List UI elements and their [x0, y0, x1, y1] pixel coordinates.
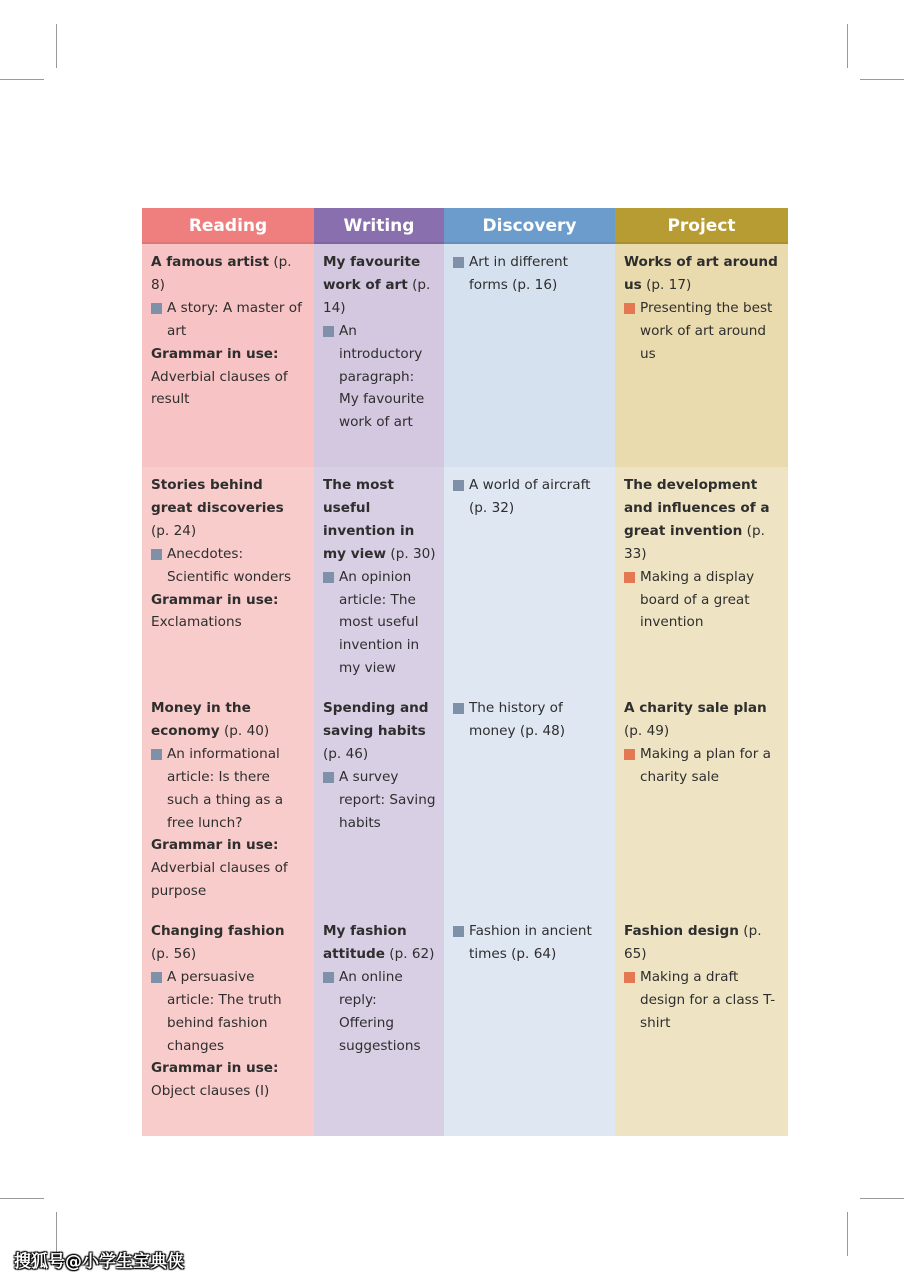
project-cell — [615, 467, 788, 690]
page-ref: (p. 24) — [151, 522, 197, 539]
page-ref: (p. 62) — [389, 945, 435, 962]
lesson-title: A charity sale plan — [624, 700, 767, 716]
discovery-cell — [444, 690, 615, 913]
page-ref: (p. 14) — [323, 276, 431, 316]
bullet-item: An informational article: Is there such a thing as a free lunch? — [151, 743, 306, 835]
lesson-title: Stories behind great discoveries — [151, 477, 284, 516]
grammar-topic: Exclamations — [151, 614, 242, 631]
writing-cell — [314, 690, 444, 913]
bullet-item: Making a draft design for a class T-shirt — [624, 966, 780, 1035]
page-ref: (p. 49) — [624, 722, 670, 739]
crop-mark — [860, 1198, 904, 1199]
page-ref: (p. 33) — [624, 522, 765, 562]
page-ref: (p. 17) — [646, 276, 692, 293]
lesson-title: Changing fashion — [151, 923, 285, 939]
page-ref: (p. 40) — [224, 722, 270, 739]
bullet-item: An introductory paragraph: My favourite work of art — [323, 320, 436, 435]
grammar-topic: Adverbial clauses of purpose — [151, 860, 288, 900]
square-bullet-icon — [151, 972, 162, 983]
writing-cell — [314, 244, 444, 467]
square-bullet-icon — [323, 326, 334, 337]
discovery-cell — [444, 467, 615, 690]
reading-header: Reading — [142, 208, 314, 244]
crop-mark — [0, 79, 44, 80]
square-bullet-icon — [323, 972, 334, 983]
square-bullet-icon — [323, 772, 334, 783]
bullet-item: Fashion in ancient times (p. 64) — [453, 920, 607, 966]
square-bullet-icon — [624, 572, 635, 583]
project-cell — [615, 244, 788, 467]
crop-mark — [860, 79, 904, 80]
lesson-title: The development and influences of a great invention — [624, 477, 770, 539]
writing-cell — [314, 467, 444, 690]
bullet-item: An online reply: Offering suggestions — [323, 966, 436, 1058]
grammar-topic: Adverbial clauses of result — [151, 368, 288, 408]
bullet-item: Art in different forms (p. 16) — [453, 251, 607, 297]
square-bullet-icon — [624, 972, 635, 983]
bullet-item: Making a plan for a charity sale — [624, 743, 780, 789]
grammar-label: Grammar in use: — [151, 1060, 279, 1077]
lesson-title: Spending and saving habits — [323, 700, 429, 739]
bullet-item: Anecdotes: Scientific wonders — [151, 543, 306, 589]
square-bullet-icon — [624, 303, 635, 314]
grammar-label: Grammar in use: — [151, 345, 279, 362]
square-bullet-icon — [453, 703, 464, 714]
project-cell — [615, 913, 788, 1136]
project-cell — [615, 690, 788, 913]
bullet-item: A survey report: Saving habits — [323, 766, 436, 835]
crop-mark — [847, 24, 848, 68]
watermark-text: 搜狐号@小学生宝典侠 — [14, 1252, 184, 1272]
lesson-title: Works of art around us — [624, 254, 778, 293]
writing-header: Writing — [314, 208, 444, 244]
square-bullet-icon — [323, 572, 334, 583]
lesson-title: My favourite work of art — [323, 254, 421, 293]
lesson-title: My fashion attitude — [323, 923, 407, 962]
square-bullet-icon — [453, 257, 464, 268]
bullet-item: Presenting the best work of art around us — [624, 297, 780, 366]
square-bullet-icon — [453, 480, 464, 491]
contents-table — [142, 208, 788, 1136]
page-ref: (p. 46) — [323, 745, 369, 762]
discovery-cell — [444, 913, 615, 1136]
bullet-item: A world of aircraft (p. 32) — [453, 474, 607, 520]
reading-cell — [142, 244, 314, 467]
reading-cell — [142, 690, 314, 913]
page-ref: (p. 56) — [151, 945, 197, 962]
reading-cell — [142, 467, 314, 690]
page-ref: (p. 65) — [624, 923, 762, 962]
square-bullet-icon — [151, 549, 162, 560]
lesson-title: Fashion design — [624, 923, 739, 939]
page-ref: (p. 8) — [151, 254, 292, 293]
bullet-item: An opinion article: The most useful invention in my view — [323, 566, 436, 681]
discovery-cell — [444, 244, 615, 467]
writing-cell — [314, 913, 444, 1136]
reading-cell — [142, 913, 314, 1136]
lesson-title: Money in the economy — [151, 700, 251, 739]
bullet-item: A story: A master of art — [151, 297, 306, 343]
square-bullet-icon — [453, 926, 464, 937]
grammar-label: Grammar in use: — [151, 837, 279, 854]
grammar-label: Grammar in use: — [151, 591, 279, 608]
bullet-item: A persuasive article: The truth behind fashion changes — [151, 966, 306, 1058]
crop-mark — [56, 24, 57, 68]
grammar-topic: Object clauses (I) — [151, 1083, 270, 1100]
lesson-title: The most useful invention in my view — [323, 477, 415, 562]
square-bullet-icon — [624, 749, 635, 760]
crop-mark — [847, 1212, 848, 1256]
page-ref: (p. 30) — [390, 545, 436, 562]
discovery-header: Discovery — [444, 208, 615, 244]
crop-mark — [0, 1198, 44, 1199]
lesson-title: A famous artist — [151, 254, 269, 270]
square-bullet-icon — [151, 303, 162, 314]
bullet-item: Making a display board of a great invention — [624, 566, 780, 635]
square-bullet-icon — [151, 749, 162, 760]
project-header: Project — [615, 208, 788, 244]
bullet-item: The history of money (p. 48) — [453, 697, 607, 743]
